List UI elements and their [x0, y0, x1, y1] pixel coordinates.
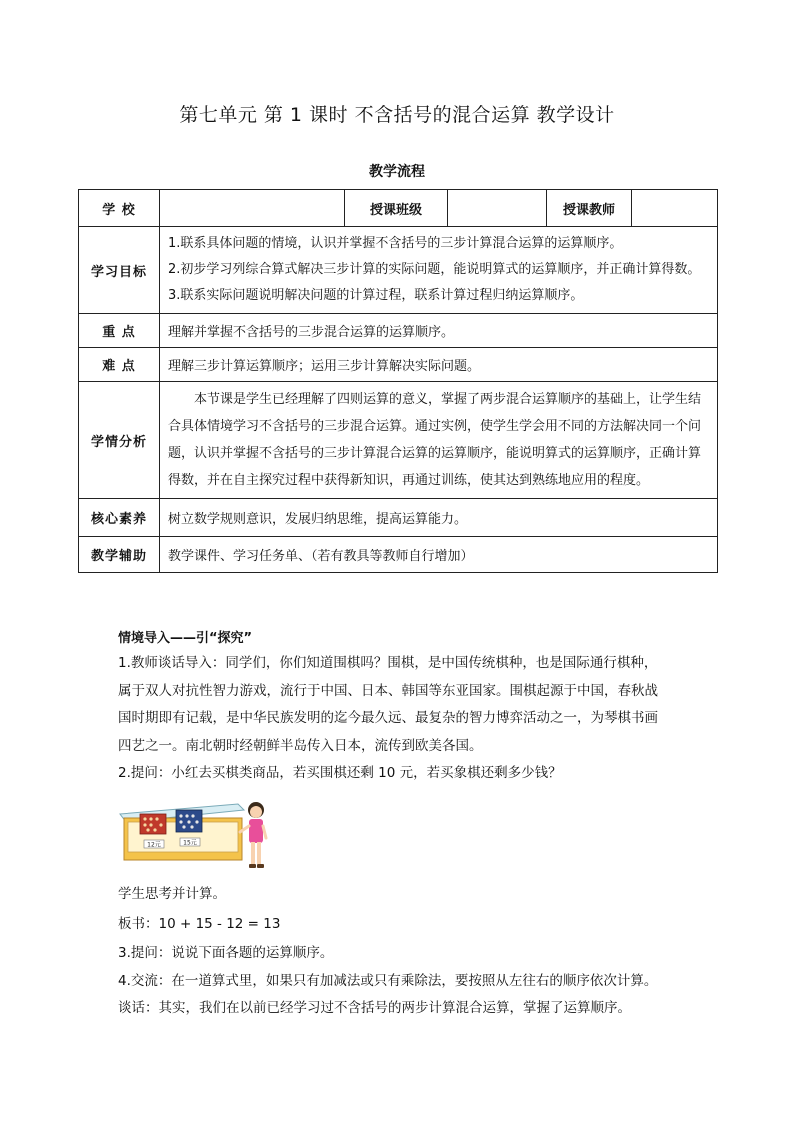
board-writing: 板书：10 + 15 - 12 = 13 — [118, 916, 281, 932]
lesson-info-table — [78, 189, 718, 573]
intro-line: 国时期即有记载，是中华民族发明的迄今最久远、最复杂的智力博弈活动之一，为琴棋书画 — [118, 710, 658, 726]
table-row — [79, 227, 718, 314]
intro-line: 属于双人对抗性智力游戏，流行于中国、日本、韩国等东亚国家。围棋起源于中国，春秋战 — [118, 682, 658, 699]
table-row — [79, 382, 718, 499]
intro-line: 1.教师谈话导入：同学们，你们知道围棋吗？围棋，是中国传统棋种，也是国际通行棋种， — [118, 655, 658, 671]
intro-heading: 情境导入——引“探究” — [118, 631, 253, 646]
page-title: 第七单元 第 1 课时 不含括号的混合运算 教学设计 — [179, 104, 615, 126]
aids-text: 教学课件、学习任务单、（若有教具等教师自行增加） — [160, 537, 718, 573]
girl-figure-icon — [240, 802, 266, 868]
key-point-text: 理解并掌握不含括号的三步混合运算的运算顺序。 — [160, 314, 718, 348]
price-tag-chess-text: 15元 — [183, 839, 197, 847]
after-line: 学生思考并计算。 — [118, 886, 226, 902]
class-label: 授课班级 — [345, 190, 448, 227]
literacy-label: 核心素养 — [79, 499, 160, 537]
class-value — [448, 190, 547, 227]
difficulty-text: 理解三步计算运算顺序；运用三步计算解决实际问题。 — [160, 348, 718, 382]
analysis-cell — [160, 382, 718, 499]
after-line: 谈话：其实，我们在以前已经学习过不含括号的两步计算混合运算，掌握了运算顺序。 — [118, 1000, 631, 1016]
teacher-label: 授课教师 — [547, 190, 632, 227]
key-point-label: 重 点 — [79, 314, 160, 348]
aids-label: 教学辅助 — [79, 537, 160, 573]
intro-line: 四艺之一。南北朝时经朝鲜半岛传入日本，流传到欧美各国。 — [118, 737, 483, 754]
table-row — [79, 499, 718, 537]
table-row — [79, 348, 718, 382]
chess-shop-illustration — [118, 796, 278, 876]
table-row — [79, 537, 718, 573]
table-row — [79, 190, 718, 227]
intro-paragraph — [118, 650, 718, 788]
goals-label: 学习目标 — [79, 227, 160, 314]
goal-item: 2.初步学习列综合算式解决三步计算的实际问题，能说明算式的运算顺序，并正确计算得数。 — [168, 262, 701, 277]
goal-item: 1.联系具体问题的情境，认识并掌握不含括号的三步计算混合运算的运算顺序。 — [168, 236, 623, 251]
intro-line: 2.提问：小红去买棋类商品，若买围棋还剩 10 元，若买象棋还剩多少钱？ — [118, 765, 562, 781]
after-line: 3.提问：说说下面各题的运算顺序。 — [118, 945, 334, 961]
analysis-text: 本节课是学生已经理解了四则运算的意义，掌握了两步混合运算顺序的基础上，让学生结合具体情境学习不含括号的三步混合运算。通过实例，使学生学会用不同的方法解决同一个问题，认识并掌握不含括号的三步计算混合运算的运算顺序，能说明算式的运算顺序，正确计算得数，并在自主探究过程中获得新知识，再通过训练，使其达到熟练地应用的程度。 — [168, 392, 702, 488]
teacher-value — [632, 190, 718, 227]
price-tag-go-text: 12元 — [147, 841, 161, 849]
analysis-label: 学情分析 — [79, 382, 160, 499]
table-row — [79, 314, 718, 348]
after-line: 4.交流：在一道算式里，如果只有加减法或只有乘除法，要按照从左往右的顺序依次计算。 — [118, 973, 658, 989]
school-label: 学 校 — [79, 190, 160, 227]
goals-content — [160, 227, 718, 314]
goal-item: 3.联系实际问题说明解决问题的计算过程，联系计算过程归纳运算顺序。 — [168, 288, 584, 303]
school-value — [160, 190, 345, 227]
difficulty-label: 难 点 — [79, 348, 160, 382]
literacy-text: 树立数学规则意识，发展归纳思维，提高运算能力。 — [160, 499, 718, 537]
section-subtitle: 教学流程 — [369, 164, 425, 180]
